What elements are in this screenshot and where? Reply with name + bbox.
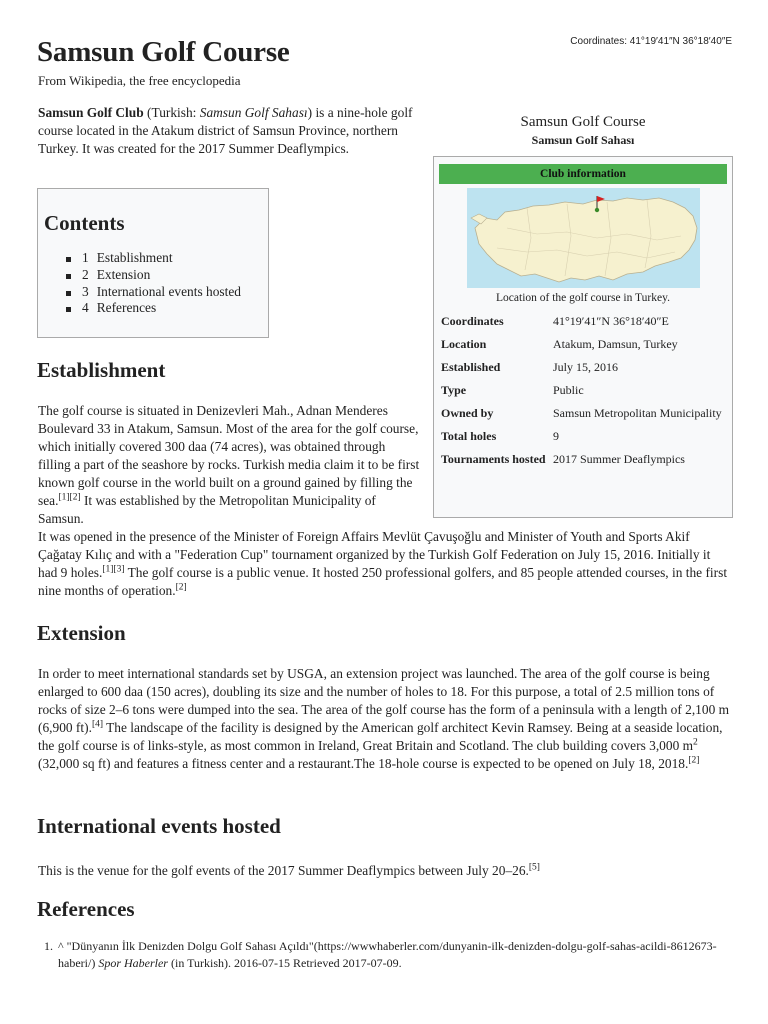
infobox-row-established [439,356,728,379]
reference-link[interactable]: ^ "Dünyanın İlk Denizden Dolgu Golf Sahası Açıldı"(https://wwwhaberler.com/dunyanin-ilk-denizden-dolgu-golf-sahas-acildi-8612673-haberi/) [58,939,717,970]
tagline: From Wikipedia, the free encyclopedia [38,73,241,88]
toc-item-establishment[interactable] [64,250,268,267]
reference-publisher: Spor Haberler [98,956,168,970]
establishment-text-1: The golf course is situated in Denizevleri Mah., Adnan Menderes Boulevard 33 in Atakum, Samsun. Most of the area for the golf course, which initially covered 300 daa (74 acres), was obtained through filling a part of the seashore by rocks. Turkish media claim it to be first known golf course in the world built on a ground gained by filling the sea. [38,403,420,508]
heading-international-events: International events hosted [37,814,281,838]
intro-paren: (Turkish: [143,105,200,120]
citation-link[interactable]: [1] [102,564,114,575]
establishment-text-3: It was opened in the presence of the Minister of Foreign Affairs Mevlüt Çavuşoğlu and Minister of Youth and Sports Akif Çağatay Kılıç and with a "Federation Cup" tournament organized by the Turkish Golf Federation on July 15, 2016. Initially it had 9 holes. [38,529,711,580]
references-list [44,938,738,972]
map-caption: Location of the golf course in Turkey. [496,292,670,304]
extension-text-1: In order to meet international standards set by USGA, an extension project was launched. The area of the golf course is being enlarged to 600 daa (150 acres), doubling its size and the number of holes to 18. For this purpose, a total of 2.5 million tons of rocks of size 2–6 tons were dumped into the sea. The area of the golf course has the form of a peninsula with a length of 2,100 m (6,900 ft). [38,666,730,735]
citation-link[interactable]: [2] [688,755,700,766]
row-value: Samsun Metropolitan Municipality [553,406,722,420]
reference-item [44,938,738,972]
infobox-title: Samsun Golf Course [520,114,646,130]
citation-link[interactable]: [5] [528,862,540,873]
turkey-map-graphic [467,188,700,288]
toc-item-number: 3 [82,283,89,299]
superscript-2: 2 [693,737,698,748]
row-label: Location [441,337,487,351]
intro-paragraph [38,104,418,158]
toc-item-label: International events hosted [96,283,241,299]
events-paragraph [38,862,730,880]
toc-item-international-events[interactable] [64,284,268,301]
row-value: Atakum, Damsun, Turkey [553,337,678,351]
extension-text-3: (32,000 sq ft) and features a fitness center and a restaurant.The 18-hole course is expected to be opened on July 18, 2018. [38,756,689,771]
intro-bold-name: Samsun Golf Club [38,105,144,120]
row-label: Total holes [441,429,497,443]
infobox-subtitle: Samsun Golf Sahası [531,133,635,147]
page-title: Samsun Golf Course [37,36,290,68]
heading-extension: Extension [37,621,126,645]
location-map[interactable] [467,188,700,288]
infobox-row-coordinates [439,310,728,333]
citation-link[interactable]: [4] [91,719,104,730]
row-label: Established [441,360,501,374]
toc-item-label: Establishment [96,250,173,265]
row-label: Coordinates [441,314,504,328]
infobox-header: Club information [439,164,727,184]
intro-turkish-name: Samsun Golf Sahası [199,105,308,120]
citation-link[interactable]: [3] [113,564,125,575]
row-label: Owned by [441,406,494,420]
establishment-text-4: The golf course is a public venue. It hosted 250 professional golfers, and 85 people attended courses, in the first nine months of operation. [38,565,728,598]
establishment-paragraph [38,402,728,600]
reference-details: (in Turkish). 2016-07-15 Retrieved 2017-07-09. [167,956,402,970]
top-coordinates[interactable]: Coordinates: 41°19′41″N 36°18′40″E [570,36,732,47]
citation-link[interactable]: [1] [58,492,70,503]
reference-number: 1. [44,939,53,953]
extension-paragraph [38,665,730,773]
intro-rest: ) is a nine-hole golf course located in the Atakum district of Samsun Province, northern Turkey. It was created for the 2017 Summer Deaflympics. [38,105,413,156]
row-label: Type [441,383,467,397]
citation-link[interactable]: [2] [175,582,187,593]
table-of-contents [37,188,269,338]
infobox-caption [433,114,733,148]
establishment-narrow-text [38,402,420,528]
establishment-text-2: It was established by the Metropolitan Municipality of Samsun. [38,493,376,526]
toc-item-number: 4 [82,300,89,316]
row-value: July 15, 2016 [553,360,619,374]
citation-link[interactable]: [2] [69,492,81,503]
toc-item-references[interactable] [64,300,268,317]
toc-item-number: 1 [82,250,89,265]
row-value[interactable]: 41°19′41″N 36°18′40″E [553,314,669,328]
events-text: This is the venue for the golf events of the 2017 Summer Deaflympics between July 20–26. [38,863,529,878]
toc-title: Contents [44,211,125,235]
row-value: 2017 Summer Deaflympics [553,452,685,466]
infobox-row-location [439,333,728,356]
row-label: Tournaments hosted [441,452,546,466]
heading-establishment: Establishment [37,358,166,382]
toc-item-label: Extension [96,266,151,282]
toc-list [64,250,268,317]
toc-item-extension[interactable] [64,267,268,284]
row-value: Public [553,383,584,397]
infobox-row-type [439,379,728,402]
toc-item-number: 2 [82,266,89,282]
row-value: 9 [553,429,559,443]
extension-text-2: The landscape of the facility is designed by the American golf architect Kevin Ramsey. Being at a seaside location, the golf course is of links-style, as most common in Ireland, Great Britain and Scotland. The club building covers 3,000 m [38,720,723,753]
heading-references: References [37,897,135,921]
toc-item-label: References [96,300,157,316]
